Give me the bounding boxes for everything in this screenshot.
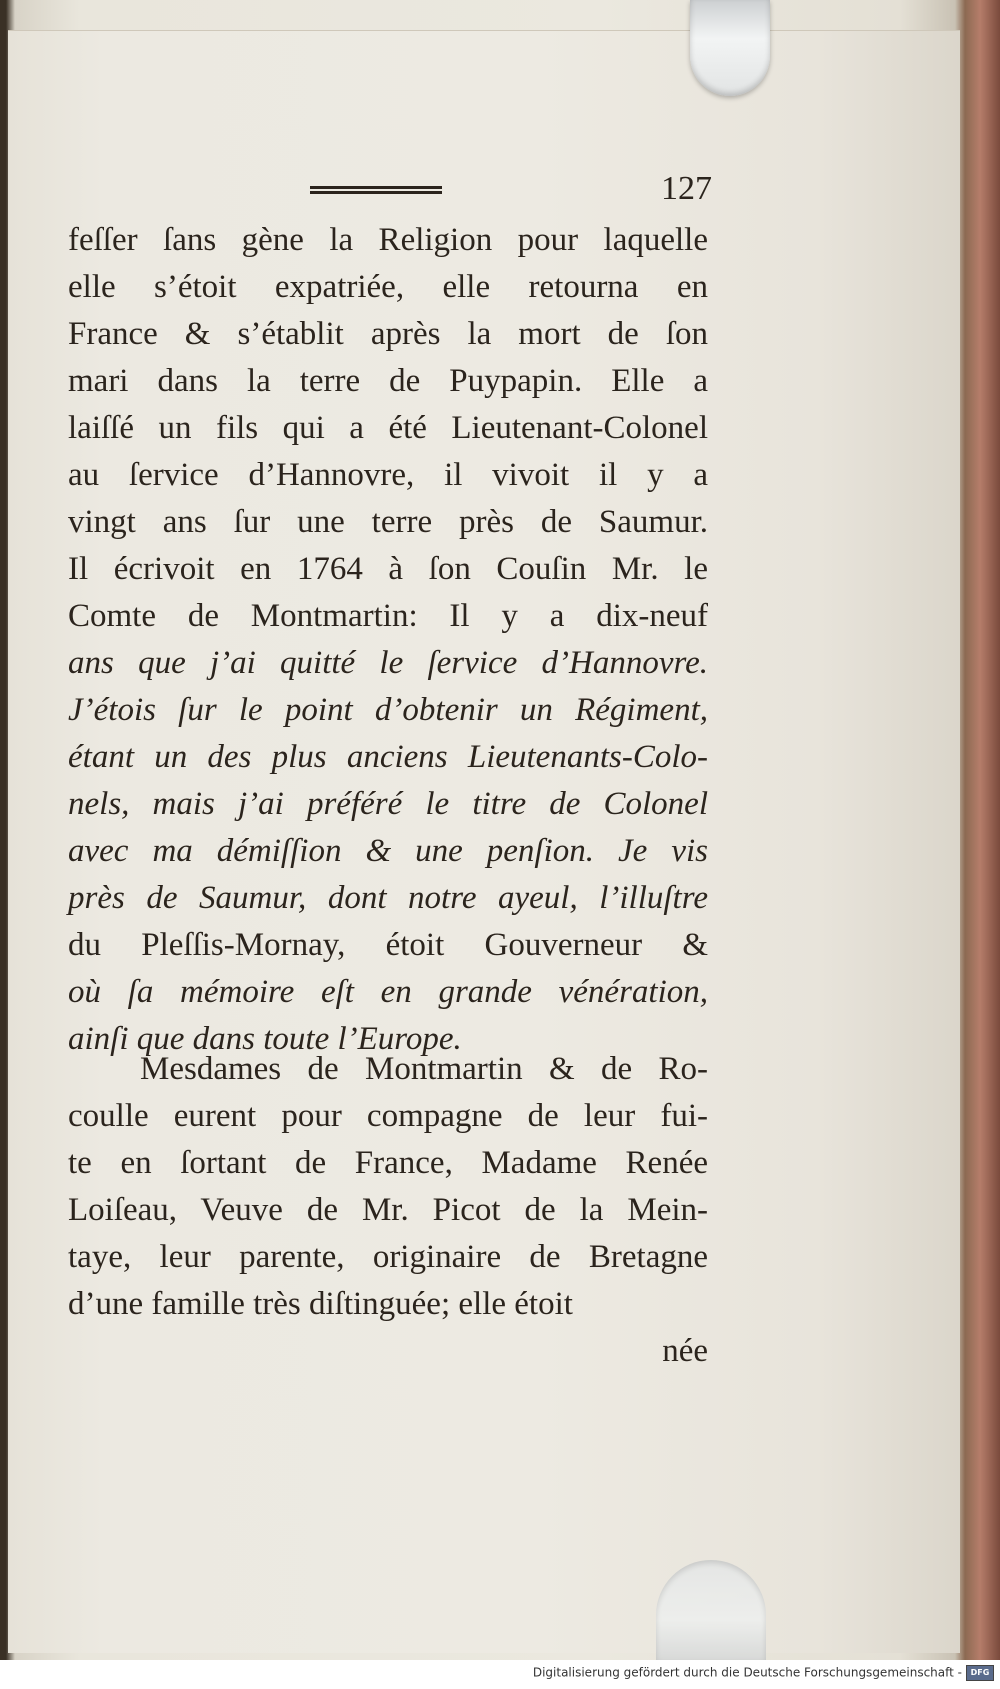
text-line: elle s’étoit expatriée, elle retourna en [68, 269, 708, 305]
header-rule [310, 186, 442, 194]
text-line: Mesdames de Montmartin & de Ro- [140, 1051, 708, 1087]
text-line: France & s’établit après la mort de ſon [68, 316, 708, 352]
text-line: où ſa mémoire eſt en grande vénération, [68, 974, 708, 1010]
dfg-logo-icon: DFG [966, 1665, 994, 1681]
text-line: ainſi que dans toute l’Europe. [68, 1021, 462, 1057]
text-line: ans que j’ai quitté le ſervice d’Hannovre. [68, 645, 708, 681]
text-line: vingt ans ſur une terre près de Saumur. [68, 504, 708, 540]
text-line: mari dans la terre de Puypapin. Elle a [68, 363, 708, 399]
text-line: laiſſé un fils qui a été Lieutenant-Colonel [68, 410, 708, 446]
text-line: Loiſeau, Veuve de Mr. Picot de la Mein- [68, 1192, 708, 1228]
text-line: feſſer ſans gène la Religion pour laquelle [68, 222, 708, 258]
text-line: du Pleſſis-Mornay, étoit Gouverneur & [68, 927, 708, 963]
page-holder-clip-top [690, 0, 770, 96]
paragraph-1 [68, 217, 708, 1063]
footer-text: Digitalisierung gefördert durch die Deutsche Forschungsgemeinschaft - [532, 1665, 962, 1680]
catchword-line [68, 1328, 708, 1375]
text-line: Il écrivoit en 1764 à ſon Couſin Mr. le [68, 551, 708, 587]
catchword: née [662, 1333, 708, 1369]
text-line: avec ma démiſſion & une penſion. Je vis [68, 833, 708, 869]
text-line: taye, leur parente, originaire de Bretagne [68, 1239, 708, 1275]
text-line: coulle eurent pour compagne de leur fui- [68, 1098, 708, 1134]
text-line: Comte de Montmartin: Il y a dix-neuf [68, 598, 708, 634]
text-line: J’étois ſur le point d’obtenir un Régiment, [68, 692, 708, 728]
page-holder-clip-bottom [656, 1560, 766, 1660]
paragraph-2 [68, 1046, 708, 1328]
text-line: te en ſortant de France, Madame Renée [68, 1145, 708, 1181]
text-line: d’une famille très diſtinguée; elle étoit [68, 1286, 573, 1322]
text-line: étant un des plus anciens Lieutenants-Colo- [68, 739, 708, 775]
text-line: près de Saumur, dont notre ayeul, l’illuſtre [68, 880, 708, 916]
footer-credit [0, 1665, 1000, 1687]
page-number: 127 [661, 170, 712, 207]
text-line: au ſervice d’Hannovre, il vivoit il y a [68, 457, 708, 493]
text-line: nels, mais j’ai préféré le titre de Colonel [68, 786, 708, 822]
